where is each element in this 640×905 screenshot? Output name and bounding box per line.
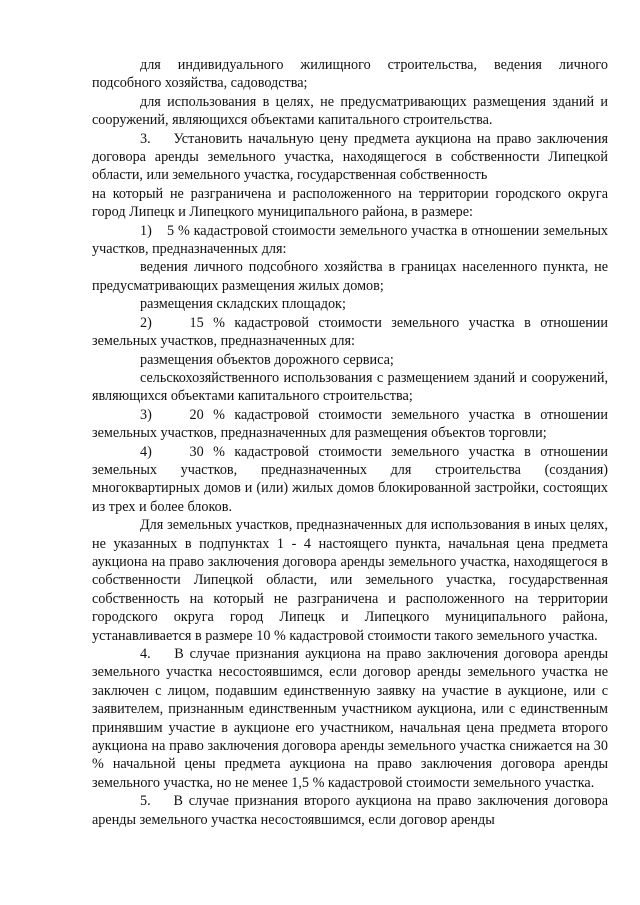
paragraph-subitem-2-road-service: размещения объектов дорожного сервиса; [140,351,394,368]
paragraph-subitem-1-storage: размещения складских площадок; [140,296,346,313]
paragraph-subitem-1: 1) 5 % кадастровой стоимости земельного участка в отношении земельных участков, предназначенных для: [92,222,608,258]
paragraph-item-3: 3. Установить начальную цену предмета аукциона на право заключения договора аренды земельного участка, находящегося в собственности Липецкой области, или земельного участка, государственная собственность [92,130,608,184]
paragraph-item-4: 4. В случае признания аукциона на право заключения договора аренды земельного участка несостоявшимся, если договор аренды земельного участка не заключен с лицом, подавшим единственную заявку на участие в аукционе, или с заявителем, признанным единственным участником аукциона, или с единственным принявшим участие в аукционе его участником, начальная цена предмета второго аукциона на право заключения договора аренды земельного участка снижается на 30 % начальной цены предмета аукциона на право заключения договора аренды земельного участка, но не менее 1,5 % кадастровой стоимости земельного участка. [92,646,608,791]
paragraph-subitem-3: 3) 20 % кадастровой стоимости земельного участка в отношении земельных участков, предназначенных для размещения объектов торговли; [92,406,608,442]
paragraph-subitem-2-agriculture: сельскохозяйственного использования с размещением зданий и сооружений, являющихся объектами капитального строительства; [92,369,608,405]
paragraph-purposes-residential: для индивидуального жилищного строительства, ведения личного подсобного хозяйства, садоводства; [92,57,608,92]
paragraph-subitem-2: 2) 15 % кадастровой стоимости земельного участка в отношении земельных участков, предназначенных для: [92,314,608,350]
paragraph-subitem-1-household: ведения личного подсобного хозяйства в границах населенного пункта, не предусматривающих размещения жилых домов; [92,259,608,294]
paragraph-item-3-continued: на который не разграничена и расположенного на территории городского округа город Липецк и Липецкого муниципального района, в размере: [92,185,608,221]
paragraph-other-purposes: Для земельных участков, предназначенных для использования в иных целях, не указанных в подпунктах 1 - 4 настоящего пункта, начальная цена предмета аукциона на право заключения договора аренды земельного участка, находящегося в собственности Липецкой области, или земельного участка, государственная собственность на который не разграничена и расположенного на территории городского округа город Липецк и Липецкого муниципального района, устанавливается в размере 10 % кадастровой стоимости такого земельного участка. [92,517,608,644]
paragraph-subitem-4: 4) 30 % кадастровой стоимости земельного участка в отношении земельных участков, предназначенных для строительства (создания) многоквартирных домов и (или) жилых домов блокированной застройки, состоящих из трех и более блоков. [92,443,608,515]
document-page [92,56,608,829]
paragraph-purposes-non-capital: для использования в целях, не предусматривающих размещения зданий и сооружений, являющихся объектами капитального строительства. [92,93,608,129]
paragraph-item-5: 5. В случае признания второго аукциона на право заключения договора аренды земельного участка несостоявшимся, если договор аренды [92,793,608,828]
